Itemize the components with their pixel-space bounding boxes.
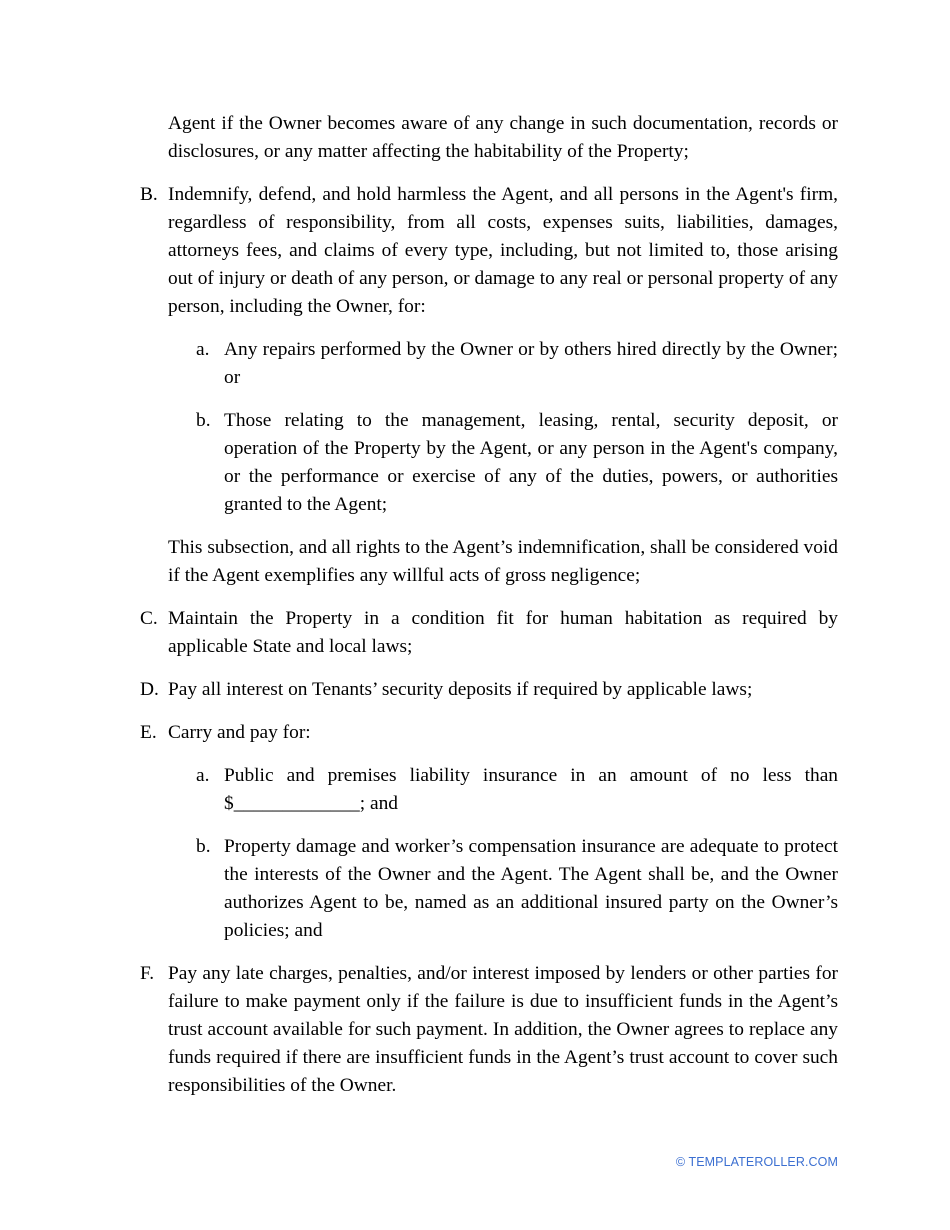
clause-c-marker: C. (140, 608, 158, 629)
clause-c-text: Maintain the Property in a condition fit for human habitation as required by applicable State and local laws; (168, 608, 838, 657)
clause-d-text: Pay all interest on Tenants’ security deposits if required by applicable laws; (168, 679, 753, 700)
clause-b-sub-a-marker: a. (196, 339, 210, 360)
document-body (140, 110, 838, 1115)
clause-b-sub-b (140, 407, 838, 519)
clause-e-sub-a-text: Public and premises liability insurance in an amount of no less than $_____________; and (224, 765, 838, 814)
clause-b-sub-a (140, 336, 838, 392)
clause-b-marker: B. (140, 184, 158, 205)
clause-b-closing: This subsection, and all rights to the Agent’s indemnification, shall be considered void if the Agent exemplifies any willful acts of gross negligence; (168, 537, 838, 586)
clause-e-marker: E. (140, 722, 157, 743)
clause-d-marker: D. (140, 679, 159, 700)
clause-e-sub-b-text: Property damage and worker’s compensation insurance are adequate to protect the interests of the Owner and the Agent. The Agent shall be, and the Owner authorizes Agent to be, named as an additional insured party on the Owner’s policies; and (224, 836, 838, 941)
clause-e-sub-b-marker: b. (196, 836, 211, 857)
clause-e-text: Carry and pay for: (168, 722, 311, 743)
clause-b-sub-b-marker: b. (196, 410, 211, 431)
clause-e-sub-a-marker: a. (196, 765, 210, 786)
clause-b-sub-b-text: Those relating to the management, leasing, rental, security deposit, or operation of the Property by the Agent, or any person in the Agent's company, or the performance or exercise of any of the duties, powers, or authorities granted to the Agent; (224, 410, 838, 515)
clause-d (140, 676, 838, 704)
clause-b-sub-a-text: Any repairs performed by the Owner or by others hired directly by the Owner; or (224, 339, 838, 388)
copyright-symbol: © (675, 1155, 686, 1169)
intro-paragraph: Agent if the Owner becomes aware of any change in such documentation, records or disclosures, or any matter affecting the habitability of the Property; (168, 113, 838, 162)
footer-site-name: TEMPLATEROLLER.COM (688, 1155, 838, 1169)
clause-c (140, 605, 838, 661)
clause-e (140, 719, 838, 747)
clause-f-marker: F. (140, 963, 155, 984)
clause-f-text: Pay any late charges, penalties, and/or interest imposed by lenders or other parties for failure to make payment only if the failure is due to insufficient funds in the Agent’s trust account available for such payment. In addition, the Owner agrees to replace any funds required if there are insufficient funds in the Agent’s trust account to cover such responsibilities of the Owner. (168, 963, 838, 1096)
clause-e-sub-b (140, 833, 838, 945)
clause-b (140, 181, 838, 321)
clause-b-text: Indemnify, defend, and hold harmless the Agent, and all persons in the Agent's firm, regardless of responsibility, from all costs, expenses suits, liabilities, damages, attorneys fees, and claims of every type, including, but not limited to, those arising out of injury or death of any person, or damage to any real or personal property of any person, including the Owner, for: (168, 184, 838, 317)
clause-e-sub-a (140, 762, 838, 818)
clause-f (140, 960, 838, 1100)
templateroller-footer-link[interactable] (676, 1155, 838, 1169)
